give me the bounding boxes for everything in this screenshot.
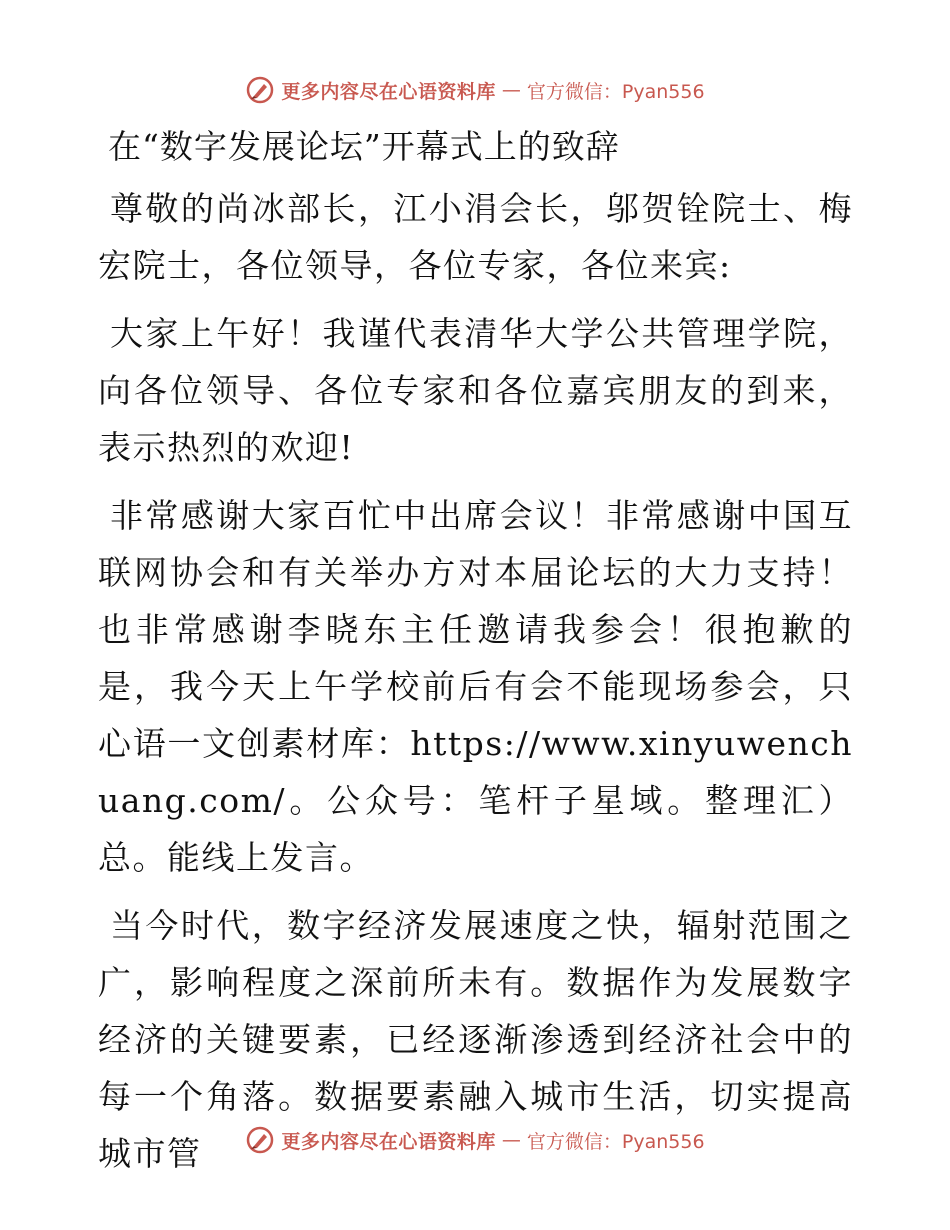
- footer-watermark: [0, 1122, 950, 1158]
- watermark-text: 更多内容尽在心语资料库: [281, 80, 496, 103]
- watermark-wechat: 官方微信：Pyan556: [526, 80, 705, 103]
- watermark-text: 更多内容尽在心语资料库: [281, 1130, 496, 1153]
- document-title: 在“数字发展论坛”开幕式上的致辞: [108, 127, 620, 166]
- header-watermark: [0, 72, 950, 108]
- watermark-separator: —: [501, 79, 521, 101]
- document-body: [98, 118, 853, 1193]
- pen-logo-icon: [245, 75, 275, 105]
- paragraph-salutation: 尊敬的尚冰部长，江小涓会长，邬贺铨院士、梅宏院士，各位领导，各位专家，各位来宾:: [98, 189, 853, 285]
- paragraph-digital-economy: 当今时代，数字经济发展速度之快，辐射范围之广，影响程度之深前所未有。数据作为发展数字经济的关键要素，已经逐渐渗透到经济社会中的每一个角落。数据要素融入城市生活，切实提高城市管: [98, 906, 853, 1173]
- watermark-wechat: 官方微信：Pyan556: [526, 1130, 705, 1153]
- watermark-separator: —: [501, 1129, 521, 1151]
- pen-logo-icon: [245, 1125, 275, 1155]
- paragraph-greeting: 大家上午好！我谨代表清华大学公共管理学院，向各位领导、各位专家和各位嘉宾朋友的到来，表示热烈的欢迎!: [98, 314, 853, 467]
- paragraph-thanks: 非常感谢大家百忙中出席会议！非常感谢中国互联网协会和有关举办方对本届论坛的大力支持！也非常感谢李晓东主任邀请我参会！很抱歉的是，我今天上午学校前后有会不能现场参会，只心语一文创素材库：https://www.xinyuwenchuang.com/。公众号：笔杆子星域。整理汇）总。能线上发言。: [98, 496, 853, 877]
